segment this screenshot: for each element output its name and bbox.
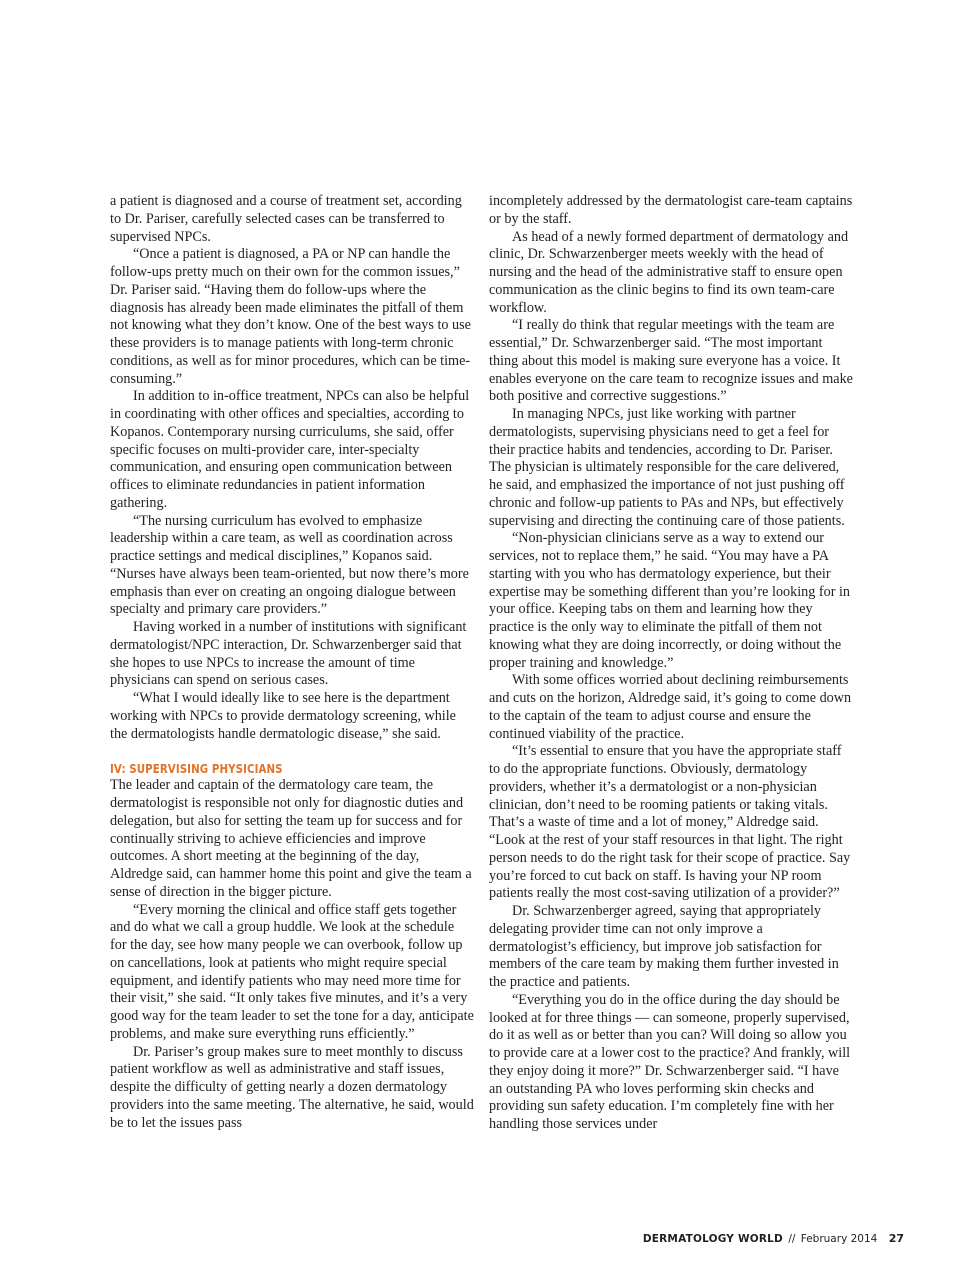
body-paragraph: “It’s essential to ensure that you have the appropriate staff to do the appropriate functions. Obviously, dermatology providers, whether it’s a dermatologist or a non-physician clinician, don’t need to be rooming patients or taking vitals. That’s a waste of time and a lot of money,” Aldredge said. “Look at the rest of your staff resources in that light. The right person needs to do the right task for their scope of practice. Say you’re forced to cut back on staff. Is having your NP room patients really the most cost-saving utilization of a provider?” [489,743,851,902]
body-paragraph: Dr. Pariser’s group makes sure to meet monthly to discuss patient workflow as well as administrative and staff issues, despite the difficulty of getting nearly a dozen dermatology providers into the same meeting. The alternative, he said, would be to let the issues pass [110,1043,474,1131]
body-paragraph: The leader and captain of the dermatology care team, the dermatologist is responsible not only for diagnostic duties and delegation, but also for setting the team up for success and for continually striving to achieve efficiencies and improve outcomes. A short meeting at the beginning of the day, Aldredge said, can hammer home this point and give the team a sense of direction in the bigger picture. [110,777,472,900]
section-heading: IV: SUPERVISING PHYSICIANS [110,761,283,777]
page-number: 27 [888,1232,904,1245]
body-paragraph: “What I would ideally like to see here is the department working with NPCs to provide dermatology screening, while the dermatologists handle dermatologic disease,” she said. [110,690,456,742]
issue-date: February 2014 [800,1233,878,1245]
body-paragraph: “The nursing curriculum has evolved to emphasize leadership within a care team, as well as coordination across practice settings and medical disciplines,” Kopanos said. “Nurses have always been team-oriented, but now there’s more emphasis than ever on creating an ongoing dialogue between specialty and primary care providers.” [110,512,469,618]
body-paragraph: “I really do think that regular meetings with the team are essential,” Dr. Schwarzenberger said. “The most important thing about this model is making sure everyone has a voice. It enables everyone on the care team to recognize issues and make both positive and corrective suggestions.” [489,317,853,405]
body-paragraph: With some offices worried about declining reimbursements and cuts on the horizon, Aldredge said, it’s going to come down to the captain of the team to adjust course and ensure the continued viability of the practice. [489,672,852,742]
body-paragraph: In addition to in-office treatment, NPCs can also be helpful in coordinating with other offices and specialties, according to Kopanos. Contemporary nursing curriculums, she said, offer specific focuses on multi-provider care, inter-specialty communication, and ensuring open communication between offices to eliminate redundancies in patient information gathering. [110,388,470,511]
body-paragraph: “Every morning the clinical and office staff gets together and do what we call a group huddle. We look at the schedule for the day, see how many people we can overbook, follow up on cancellations, look at patients who might require special equipment, and identify patients who may need more time for their visit,” she said. “It only takes five minutes, and it’s a very good way for the team leader to set the tone for a day, anticipate problems, and make sure everything runs efficiently.” [110,901,474,1042]
body-paragraph: Dr. Schwarzenberger agreed, saying that appropriately delegating provider time can not only improve a dermatologist’s efficiency, but improve job satisfaction for members of the care team by making them further invested in the practice and patients. [489,903,839,990]
body-paragraph: “Everything you do in the office during the day should be looked at for three things — can someone, properly supervised, do it as well as or better than you can? Will doing so allow you to provide care at a lower cost to the practice? And frankly, will they enjoy doing it more?” Dr. Schwarzenberger said. “I have an outstanding PA who loves performing skin checks and providing sun safety education. I’m completely fine with her handling those services under [489,991,851,1132]
right-column [489,193,853,1134]
body-paragraph: “Non-physician clinicians serve as a way to extend our services, not to replace them,” he said. “You may have a PA starting with you who has dermatology experience, but their expertise may be something different than you’re looking for in your office. Keeping tabs on them and learning how they practice is the only way to eliminate the pitfall of them not knowing what they are doing incorrectly, or doing without the proper training and knowledge.” [489,530,851,671]
body-paragraph: Having worked in a number of institutions with significant dermatologist/NPC interaction, Dr. Schwarzenberger said that she hopes to use NPCs to increase the amount of time physicians can spend on serious cases. [110,619,467,689]
body-paragraph: a patient is diagnosed and a course of treatment set, according to Dr. Pariser, carefully selected cases can be transferred to supervised NPCs. [110,193,462,245]
page-footer [643,1232,904,1245]
body-paragraph: “Once a patient is diagnosed, a PA or NP can handle the follow-ups pretty much on their own for the common issues,” Dr. Pariser said. “Having them do follow-ups where the diagnosis has already been made eliminates the pitfall of them not knowing what they don’t know. One of the best ways to use these providers is to manage patients with long-term chronic conditions, as well as for minor procedures, which can be time-consuming.” [110,246,471,387]
left-column [110,193,474,1132]
footer-separator: // [788,1233,796,1245]
body-paragraph: incompletely addressed by the dermatologist care-team captains or by the staff. [489,193,853,227]
body-paragraph: In managing NPCs, just like working with partner dermatologists, supervising physicians need to get a feel for their practice habits and tendencies, according to Dr. Pariser. The physician is ultimately responsible for the care delivered, he said, and emphasized the importance of not just pushing off chronic and follow-up patients to PAs and NPs, but effectively supervising and directing the continuing care of those patients. [489,406,845,529]
body-paragraph: As head of a newly formed department of dermatology and clinic, Dr. Schwarzenberger meets weekly with the head of nursing and the head of the administrative staff to ensure open communication as the clinic begins to find its own team-care workflow. [489,228,849,316]
publication-name: DERMATOLOGY WORLD [642,1233,783,1245]
